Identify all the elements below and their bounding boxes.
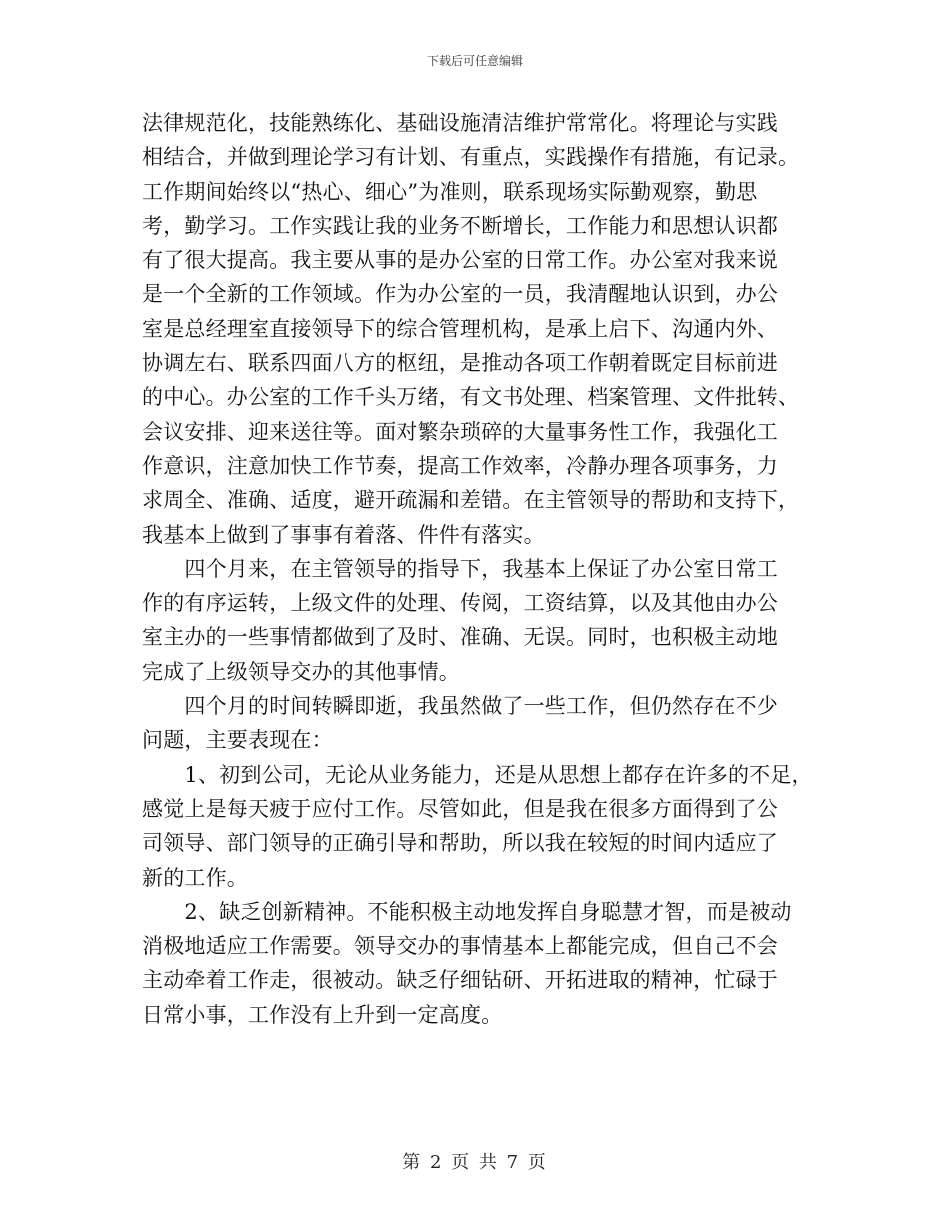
text-line: 新的工作。 [142, 865, 248, 890]
text-line: 完成了上级领导交办的其他事情。 [142, 659, 460, 684]
text-line: 感觉上是每天疲于应付工作。尽管如此，但是我在很多方面得到了公 [142, 796, 778, 821]
text-line: 问题，主要表现在： [142, 728, 333, 753]
document-body [142, 106, 814, 1032]
page-header: 下载后可任意编辑 [426, 54, 523, 68]
text-line: 的中心。办公室的工作千头万绪，有文书处理、档案管理、文件批转、 [142, 385, 800, 410]
paragraph [142, 689, 814, 758]
text-line: 室主办的一些事情都做到了及时、准确、无误。同时，也积极主动地 [142, 625, 778, 650]
text-line: 1、初到公司，无论从业务能力，还是从思想上都存在许多的不足， [142, 762, 813, 787]
paragraph [142, 758, 814, 895]
text-line: 消极地适应工作需要。领导交办的事情基本上都能完成，但自己不会 [142, 934, 778, 959]
text-line: 会议安排、迎来送往等。面对繁杂琐碎的大量事务性工作，我强化工 [142, 419, 778, 444]
text-line: 是一个全新的工作领域。作为办公室的一员，我清醒地认识到，办公 [142, 282, 778, 307]
text-line: 室是总经理室直接领导下的综合管理机构，是承上启下、沟通内外、 [142, 316, 778, 341]
text-line: 相结合，并做到理论学习有计划、有重点，实践操作有措施，有记录。 [142, 145, 800, 170]
text-line: 考，勤学习。工作实践让我的业务不断增长，工作能力和思想认识都 [142, 213, 778, 238]
text-line: 作意识，注意加快工作节奏，提高工作效率，冷静办理各项事务，力 [142, 453, 778, 478]
text-line: 求周全、准确、适度，避开疏漏和差错。在主管领导的帮助和支持下， [142, 488, 800, 513]
text-line: 有了很大提高。我主要从事的是办公室的日常工作。办公室对我来说 [142, 248, 778, 273]
text-line: 主动牵着工作走，很被动。缺乏仔细钻研、开拓进取的精神，忙碌于 [142, 968, 778, 993]
text-line: 作的有序运转，上级文件的处理、传阅，工资结算，以及其他由办公 [142, 591, 778, 616]
text-line: 日常小事，工作没有上升到一定高度。 [142, 1002, 503, 1027]
paragraph [142, 106, 814, 552]
page-number-footer: 第 2 页 共 7 页 [402, 1152, 548, 1173]
text-line: 四个月来，在主管领导的指导下，我基本上保证了办公室日常工 [142, 556, 778, 581]
text-line: 法律规范化，技能熟练化、基础设施清洁维护常常化。将理论与实践 [142, 111, 778, 135]
text-line: 协调左右、联系四面八方的枢纽，是推动各项工作朝着既定目标前进 [142, 351, 778, 376]
text-line: 工作期间始终以“热心、细心”为准则，联系现场实际勤观察，勤思 [142, 179, 758, 204]
text-line: 2、缺乏创新精神。不能积极主动地发挥自身聪慧才智，而是被动 [142, 899, 792, 924]
text-line: 四个月的时间转瞬即逝，我虽然做了一些工作，但仍然存在不少 [142, 694, 778, 719]
paragraph [142, 895, 814, 1032]
text-line: 司领导、部门领导的正确引导和帮助，所以我在较短的时间内适应了 [142, 831, 778, 856]
text-line: 我基本上做到了事事有着落、件件有落实。 [142, 522, 545, 547]
paragraph [142, 552, 814, 689]
